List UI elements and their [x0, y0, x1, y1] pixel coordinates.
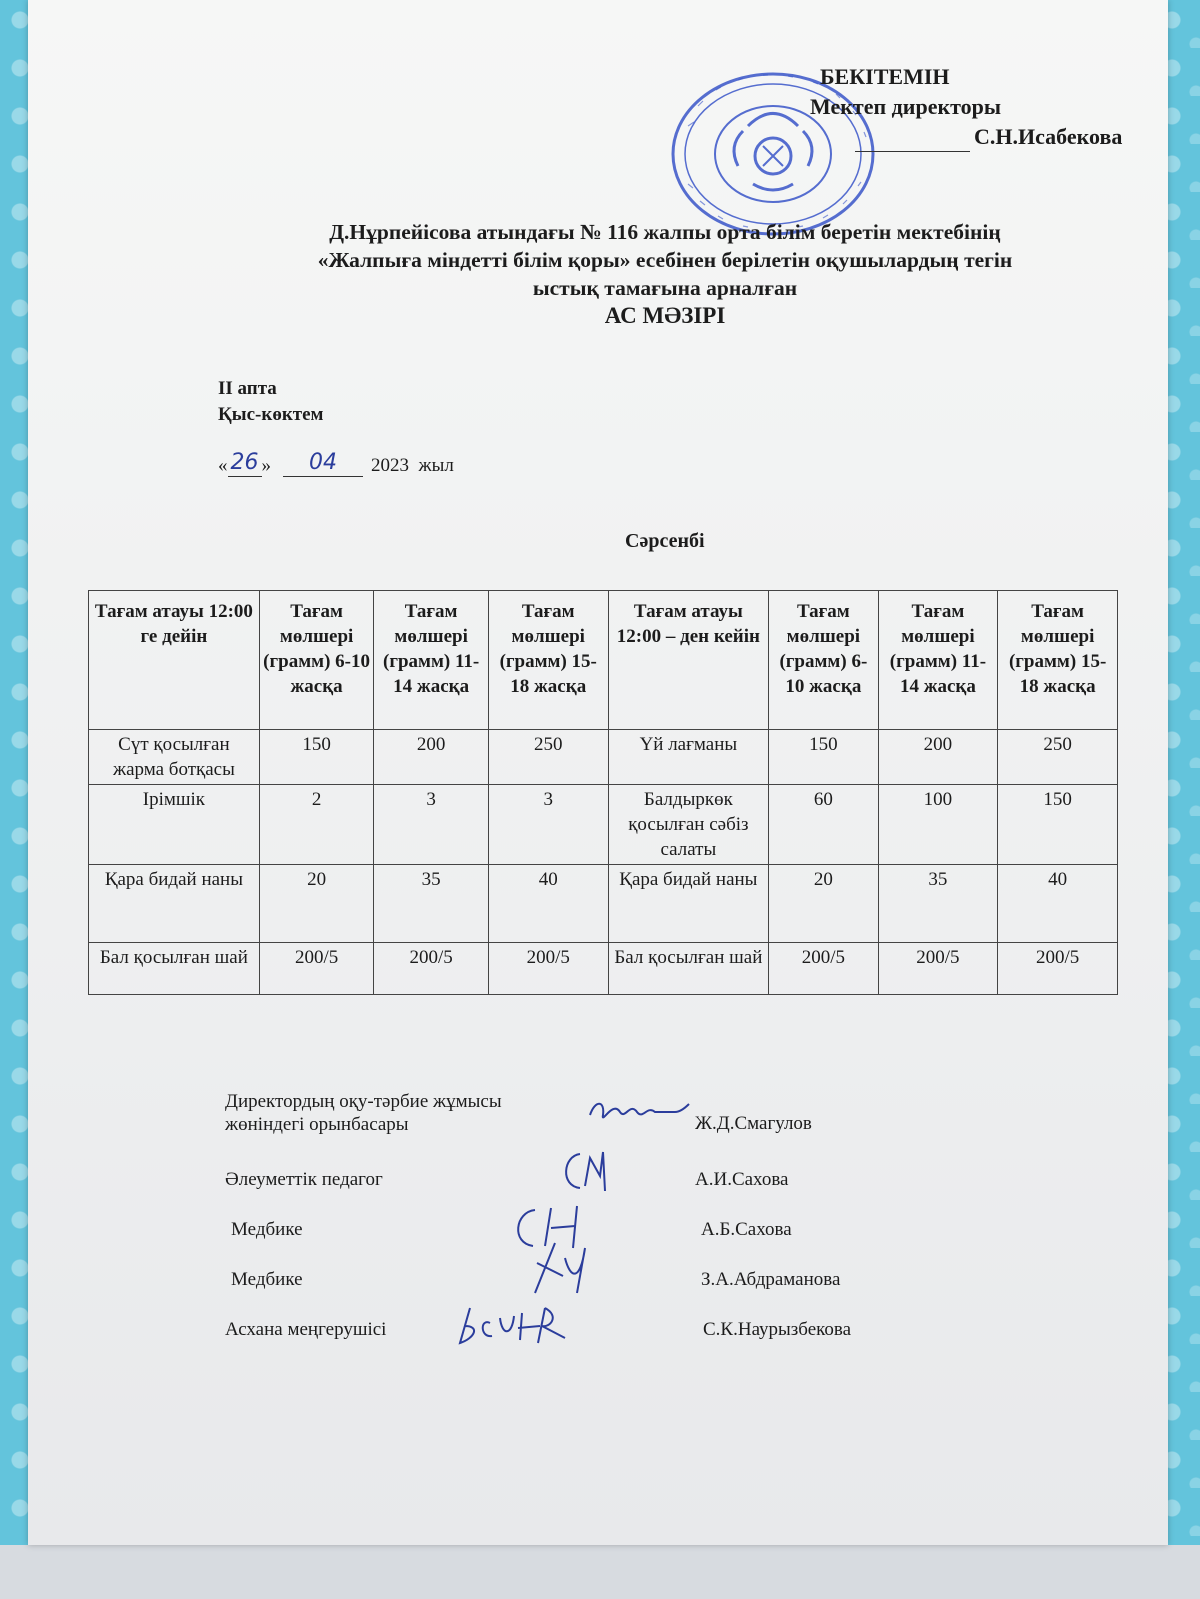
table-cell: 35	[878, 865, 998, 943]
table-cell: 200/5	[259, 943, 374, 995]
role-line-2: жөніндегі орынбасары	[225, 1114, 409, 1135]
approval-name: С.Н.Исабекова	[974, 124, 1123, 149]
table-cell: 200/5	[998, 943, 1118, 995]
table-cell: Қара бидай наны	[89, 865, 260, 943]
signature-scribble-icon	[555, 1146, 615, 1196]
table-cell: 200/5	[878, 943, 998, 995]
header-cell: Тағам мөлшері (грамм) 11-14 жасқа	[374, 591, 489, 730]
week-number: II апта	[218, 378, 277, 399]
signature-line	[855, 129, 970, 152]
table-cell: 200	[374, 730, 489, 785]
signature-role	[231, 1218, 303, 1241]
header-cell: Тағам мөлшері (грамм) 11-14 жасқа	[878, 591, 998, 730]
table-cell: 150	[259, 730, 374, 785]
date-month: 04	[283, 450, 363, 477]
signature-role	[225, 1090, 502, 1136]
header-cell: Тағам мөлшері (грамм) 6-10 жасқа	[769, 591, 878, 730]
bottom-surface	[0, 1545, 1200, 1599]
table-cell: Бал қосылған шай	[608, 943, 769, 995]
menu-table	[88, 590, 1118, 995]
document-title	[210, 218, 1120, 330]
signature-name: А.Б.Сахова	[701, 1219, 792, 1240]
table-cell: 20	[769, 865, 878, 943]
signature-role	[231, 1268, 303, 1291]
table-cell: 200/5	[374, 943, 489, 995]
signature-name: З.А.Абдраманова	[701, 1269, 841, 1290]
table-row	[89, 730, 1118, 785]
approval-position: Мектеп директоры	[810, 94, 1002, 119]
signature-scribble-icon	[515, 1238, 595, 1298]
table-cell: 200/5	[769, 943, 878, 995]
date-year: 2023 жыл	[371, 455, 454, 476]
table-cell: Сүт қосылған жарма ботқасы	[89, 730, 260, 785]
title-line-1: Д.Нұрпейісова атындағы № 116 жалпы орта білім беретін мектебінің	[329, 220, 1001, 244]
role-line-1: Медбике	[231, 1219, 303, 1240]
table-row	[89, 943, 1118, 995]
table-cell: 100	[878, 785, 998, 865]
table-cell: 60	[769, 785, 878, 865]
day-name: Сәрсенбі	[625, 530, 705, 552]
week-info	[218, 376, 323, 428]
table-cell: 40	[488, 865, 608, 943]
header-cell: Тағам мөлшері (грамм) 6-10 жасқа	[259, 591, 374, 730]
signature-name: С.К.Наурызбекова	[703, 1319, 852, 1340]
table-cell: 35	[374, 865, 489, 943]
header-cell: Тағам атауы 12:00 – ден кейін	[608, 591, 769, 730]
approval-block	[810, 62, 1150, 152]
signature-role	[225, 1318, 386, 1341]
approval-signature-line	[810, 122, 1150, 152]
role-line-1: Директордың оқу-тәрбие жұмысы	[225, 1091, 502, 1112]
table-cell: 200	[878, 730, 998, 785]
table-cell: 20	[259, 865, 374, 943]
table-row	[89, 785, 1118, 865]
table-cell: 2	[259, 785, 374, 865]
role-line-1: Асхана меңгерушісі	[225, 1319, 387, 1340]
table-cell: Ірімшік	[89, 785, 260, 865]
title-line-2: «Жалпыға міндетті білім қоры» есебінен берілетін оқушылардың тегін	[317, 248, 1013, 272]
table-cell: Үй лағманы	[608, 730, 769, 785]
table-cell: 3	[488, 785, 608, 865]
role-line-1: Әлеуметтік педагог	[225, 1169, 383, 1190]
table-cell: 250	[488, 730, 608, 785]
table-cell: Қара бидай наны	[608, 865, 769, 943]
header-cell: Тағам мөлшері (грамм) 15-18 жасқа	[998, 591, 1118, 730]
table-cell: 40	[998, 865, 1118, 943]
table-cell: Балдыркөк қосылған сәбіз салаты	[608, 785, 769, 865]
table-cell: 3	[374, 785, 489, 865]
approval-heading: БЕКІТЕМІН	[820, 64, 950, 89]
header-cell: Тағам атауы 12:00 ге дейін	[89, 591, 260, 730]
table-header-row	[89, 591, 1118, 730]
table-cell: 150	[769, 730, 878, 785]
title-line-3: ыстық тамағына арналған	[532, 276, 798, 300]
role-line-1: Медбике	[231, 1269, 303, 1290]
date-line	[218, 450, 454, 477]
season: Қыс-көктем	[218, 404, 324, 425]
signature-row	[225, 1090, 945, 1135]
table-cell: 200/5	[488, 943, 608, 995]
signature-role	[225, 1168, 383, 1191]
date-open-quote: «	[218, 455, 228, 476]
table-row	[89, 865, 1118, 943]
date-day: 26	[228, 450, 262, 477]
signature-name: А.И.Сахова	[695, 1169, 789, 1190]
header-cell: Тағам мөлшері (грамм) 15-18 жасқа	[488, 591, 608, 730]
date-close-quote: »	[261, 455, 271, 476]
signature-row	[225, 1318, 945, 1358]
title-line-4: АС МӘЗІРІ	[604, 303, 726, 328]
table-cell: 250	[998, 730, 1118, 785]
table-cell: 150	[998, 785, 1118, 865]
signature-name: Ж.Д.Смагулов	[695, 1113, 812, 1134]
signature-scribble-icon	[585, 1090, 695, 1130]
signature-scribble-icon	[450, 1298, 590, 1348]
table-cell: Бал қосылған шай	[89, 943, 260, 995]
